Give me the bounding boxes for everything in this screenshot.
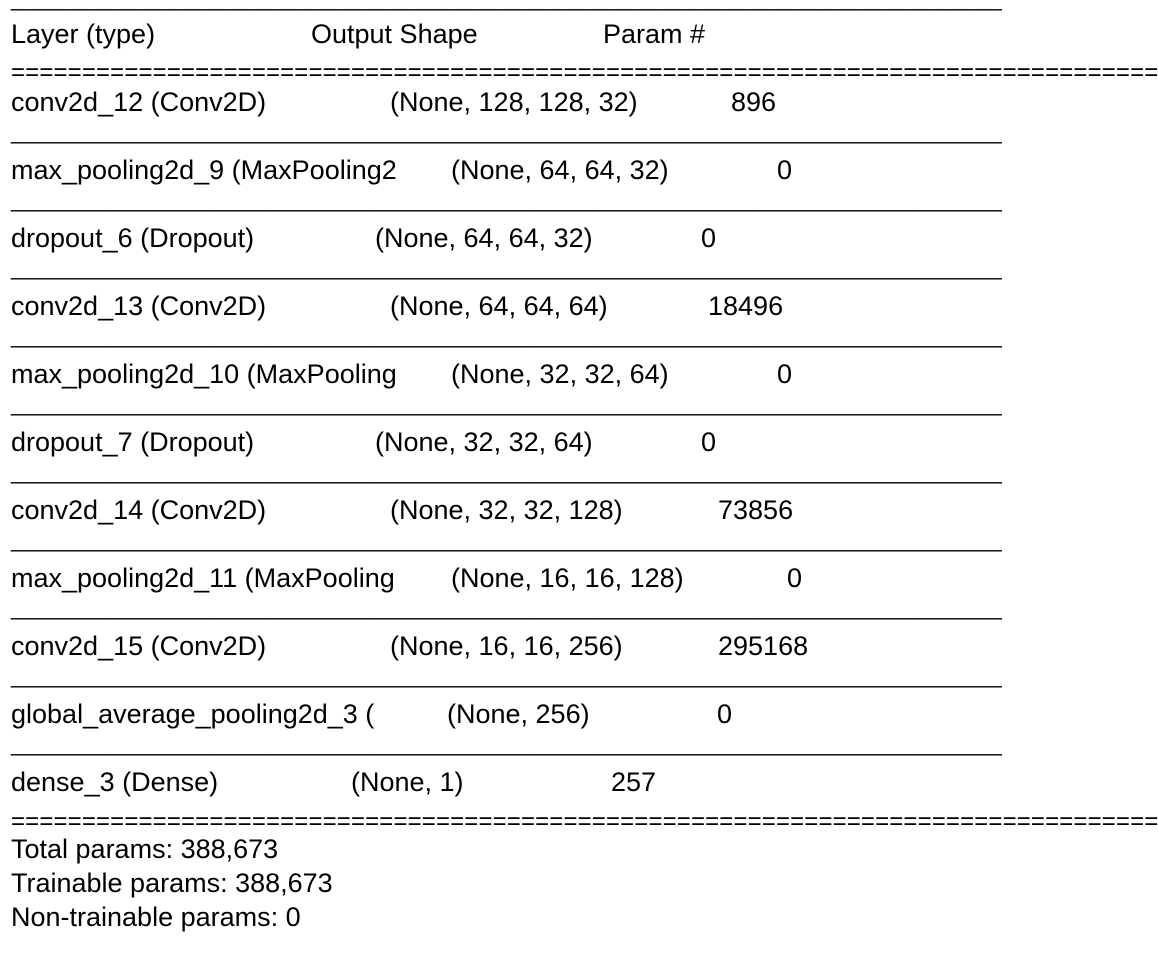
output-shape: (None, 64, 64, 32) bbox=[451, 155, 669, 185]
param-count: 0 bbox=[777, 155, 793, 185]
param-count: 295168 bbox=[718, 631, 809, 661]
param-count: 18496 bbox=[708, 291, 784, 321]
trainable-params: Trainable params: 388,673 bbox=[11, 868, 333, 898]
row-rule: ________________________________________________________________________________ bbox=[11, 255, 1002, 280]
param-count: 0 bbox=[787, 563, 803, 593]
param-count: 257 bbox=[611, 767, 657, 797]
layer-name: global_average_pooling2d_3 ( bbox=[11, 699, 375, 729]
header-row bbox=[11, 17, 706, 51]
param-count: 73856 bbox=[718, 495, 794, 525]
total-params: Total params: 388,673 bbox=[11, 834, 279, 864]
output-shape: (None, 64, 64, 64) bbox=[390, 291, 608, 321]
row-rule: ________________________________________________________________________________ bbox=[11, 459, 1002, 484]
header-output-shape: Output Shape bbox=[311, 19, 478, 49]
param-count: 0 bbox=[777, 359, 793, 389]
output-shape: (None, 256) bbox=[447, 699, 590, 729]
param-count: 0 bbox=[701, 223, 717, 253]
row-rule: ________________________________________________________________________________ bbox=[11, 663, 1002, 688]
layer-name: dropout_7 (Dropout) bbox=[11, 427, 255, 457]
row-rule: ________________________________________________________________________________ bbox=[11, 391, 1002, 416]
header-layer: Layer (type) bbox=[11, 19, 156, 49]
output-shape: (None, 32, 32, 128) bbox=[390, 495, 623, 525]
param-count: 0 bbox=[701, 427, 717, 457]
layer-name: dense_3 (Dense) bbox=[11, 767, 219, 797]
output-shape: (None, 16, 16, 128) bbox=[451, 563, 684, 593]
layer-name: dropout_6 (Dropout) bbox=[11, 223, 255, 253]
row-rule: ________________________________________________________________________________ bbox=[11, 323, 1002, 348]
param-count: 896 bbox=[731, 87, 777, 117]
row-rule: ________________________________________________________________________________ bbox=[11, 595, 1002, 620]
layer-name: conv2d_15 (Conv2D) bbox=[11, 631, 267, 661]
output-shape: (None, 1) bbox=[351, 767, 464, 797]
row-rule: ________________________________________________________________________________ bbox=[11, 731, 1002, 756]
output-shape: (None, 32, 32, 64) bbox=[451, 359, 669, 389]
layer-name: conv2d_13 (Conv2D) bbox=[11, 291, 267, 321]
footer-rule: ================================================================================= bbox=[11, 808, 1158, 835]
output-shape: (None, 128, 128, 32) bbox=[390, 87, 638, 117]
output-shape: (None, 32, 32, 64) bbox=[375, 427, 593, 457]
header-rule: ================================================================================= bbox=[11, 59, 1158, 86]
layer-name: conv2d_14 (Conv2D) bbox=[11, 495, 267, 525]
row-rule: ________________________________________________________________________________ bbox=[11, 187, 1002, 212]
output-shape: (None, 64, 64, 32) bbox=[375, 223, 593, 253]
row-rule: ________________________________________________________________________________ bbox=[11, 119, 1002, 144]
param-count: 0 bbox=[717, 699, 733, 729]
non-trainable-params: Non-trainable params: 0 bbox=[11, 902, 301, 932]
top-rule bbox=[11, 0, 840, 10]
layer-name: max_pooling2d_10 (MaxPooling bbox=[11, 359, 397, 389]
header-params: Param # bbox=[603, 19, 706, 49]
layer-name: max_pooling2d_9 (MaxPooling2 bbox=[11, 155, 397, 185]
row-rule: ________________________________________________________________________________ bbox=[11, 527, 1002, 552]
layer-name: max_pooling2d_11 (MaxPooling bbox=[11, 563, 395, 593]
layer-name: conv2d_12 (Conv2D) bbox=[11, 87, 267, 117]
output-shape: (None, 16, 16, 256) bbox=[390, 631, 623, 661]
